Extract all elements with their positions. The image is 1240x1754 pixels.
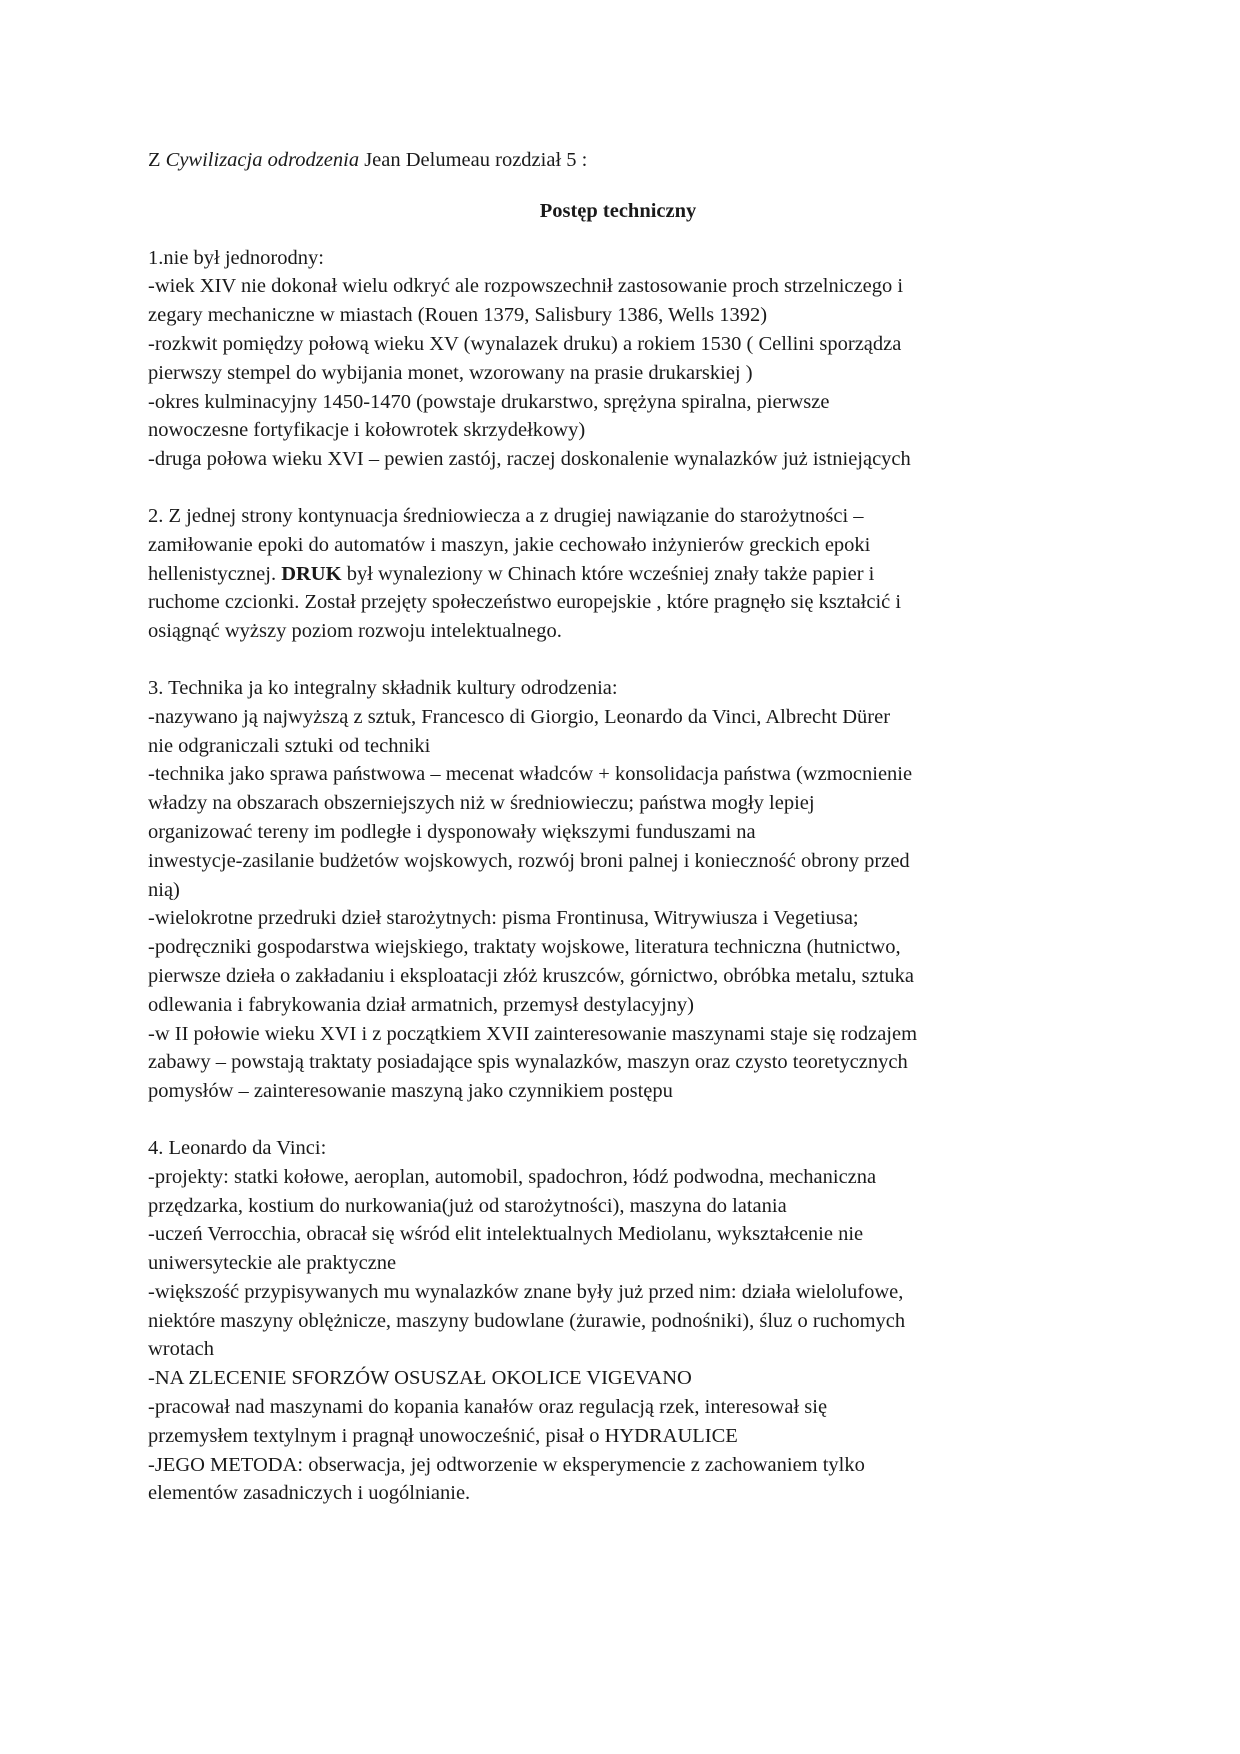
section-3-line: nie odgraniczali sztuki od techniki <box>148 734 431 757</box>
section-4-line: -pracował nad maszynami do kopania kanałów oraz regulacją rzek, interesował się <box>148 1396 828 1419</box>
section-3-line: -wielokrotne przedruki dzieł starożytnych: pisma Frontinusa, Witrywiusza i Vegetiusa; <box>148 907 859 930</box>
section-2 <box>148 502 1098 646</box>
section-1-line: pierwszy stempel do wybijania monet, wzorowany na prasie drukarskiej ) <box>148 361 753 384</box>
section-4-line: -JEGO METODA: obserwacja, jej odtworzenie w eksperymencie z zachowaniem tylko <box>148 1453 865 1476</box>
section-2-line: zamiłowanie epoki do automatów i maszyn, jakie cechowało inżynierów greckich epoki <box>148 533 871 556</box>
section-4-line: przemysłem textylnym i pragnął unowocześnić, pisał o HYDRAULICE <box>148 1424 738 1447</box>
section-1-line: nowoczesne fortyfikacje i kołowrotek skrzydełkowy) <box>148 419 586 442</box>
section-4-line: -większość przypisywanych mu wynalazków znane były już przed nim: działa wielolufowe, <box>148 1280 904 1303</box>
section-4-line: 4. Leonardo da Vinci: <box>148 1136 327 1159</box>
section-3-line: -w II połowie wieku XVI i z początkiem XVII zainteresowanie maszynami staje się rodzajem <box>148 1022 918 1045</box>
section-4-line: -uczeń Verrocchia, obracał się wśród elit intelektualnych Mediolanu, wykształcenie nie <box>148 1223 864 1246</box>
section-1-line: zegary mechaniczne w miastach (Rouen 1379, Salisbury 1386, Wells 1392) <box>148 304 768 327</box>
druk-keyword: DRUK <box>281 562 342 585</box>
section-4 <box>148 1134 1098 1508</box>
section-2-line: ruchome czcionki. Został przejęty społeczeństwo europejskie , które pragnęło się kształcić i <box>148 591 902 614</box>
section-3-line: -nazywano ją najwyższą z sztuk, Francesco di Giorgio, Leonardo da Vinci, Albrecht Dürer <box>148 705 891 728</box>
section-3-line: nią) <box>148 878 180 901</box>
section-3-line: inwestycje-zasilanie budżetów wojskowych, rozwój broni palnej i konieczność obrony przed <box>148 849 910 872</box>
section-2-line <box>148 560 1098 589</box>
section-2-text: był wynaleziony w Chinach które wcześniej znały także papier i <box>341 562 875 585</box>
section-3-line: organizować tereny im podległe i dysponowały większymi funduszami na <box>148 820 756 843</box>
section-4-line: -projekty: statki kołowe, aeroplan, automobil, spadochron, łódź podwodna, mechaniczna <box>148 1165 877 1188</box>
section-1-line: -wiek XIV nie dokonał wielu odkryć ale rozpowszechnił zastosowanie proch strzelniczego i <box>148 275 904 298</box>
intro-suffix: Jean Delumeau rozdział 5 : <box>359 149 588 171</box>
section-1-line: -rozkwit pomiędzy połową wieku XV (wynalazek druku) a rokiem 1530 ( Cellini sporządza <box>148 332 902 355</box>
section-4-line: elementów zasadniczych i uogólnianie. <box>148 1482 471 1505</box>
section-4-line: -NA ZLECENIE SFORZÓW OSUSZAŁ OKOLICE VIGEVANO <box>148 1367 692 1390</box>
section-4-line: wrotach <box>148 1338 215 1361</box>
document-title: Postęp techniczny <box>539 199 697 222</box>
section-3-line: -podręczniki gospodarstwa wiejskiego, traktaty wojskowe, literatura techniczna (hutnictwo, <box>148 936 901 959</box>
section-3 <box>148 674 1098 1106</box>
document-page <box>148 146 1098 1536</box>
section-4-line: przędzarka, kostium do nurkowania(już od starożytności), maszyna do latania <box>148 1194 787 1217</box>
section-1 <box>148 244 1098 474</box>
section-3-line: zabawy – powstają traktaty posiadające spis wynalazków, maszyn oraz czysto teoretycznych <box>148 1051 908 1074</box>
section-3-line: władzy na obszarach obszerniejszych niż w średniowieczu; państwa mogły lepiej <box>148 792 815 815</box>
section-3-line: pomysłów – zainteresowanie maszyną jako czynnikiem postępu <box>148 1080 673 1103</box>
intro-prefix: Z <box>148 149 166 171</box>
section-4-line: uniwersyteckie ale praktyczne <box>148 1252 397 1275</box>
section-1-line: -okres kulminacyjny 1450-1470 (powstaje drukarstwo, sprężyna spiralna, pierwsze <box>148 390 830 413</box>
section-4-line: niektóre maszyny oblężnicze, maszyny budowlane (żurawie, podnośniki), śluz o ruchomych <box>148 1309 906 1332</box>
section-3-line: 3. Technika ja ko integralny składnik kultury odrodzenia: <box>148 676 618 699</box>
intro-line <box>148 146 1098 175</box>
section-1-line: 1.nie był jednorodny: <box>148 246 324 269</box>
section-2-text: hellenistycznej. <box>148 562 282 585</box>
section-3-line: -technika jako sprawa państwowa – mecenat władców + konsolidacja państwa (wzmocnienie <box>148 763 913 786</box>
section-2-line: osiągnąć wyższy poziom rozwoju intelektualnego. <box>148 620 562 643</box>
section-2-line: 2. Z jednej strony kontynuacja średniowiecza a z drugiej nawiązanie do starożytności – <box>148 504 864 527</box>
book-title: Cywilizacja odrodzenia <box>165 149 360 171</box>
section-3-line: pierwsze dzieła o zakładaniu i eksploatacji złóż kruszców, górnictwo, obróbka metalu, sztuka <box>148 964 914 987</box>
section-3-line: odlewania i fabrykowania dział armatnich, przemysł destylacyjny) <box>148 993 694 1016</box>
section-1-line: -druga połowa wieku XVI – pewien zastój, raczej doskonalenie wynalazków już istniejących <box>148 448 911 471</box>
